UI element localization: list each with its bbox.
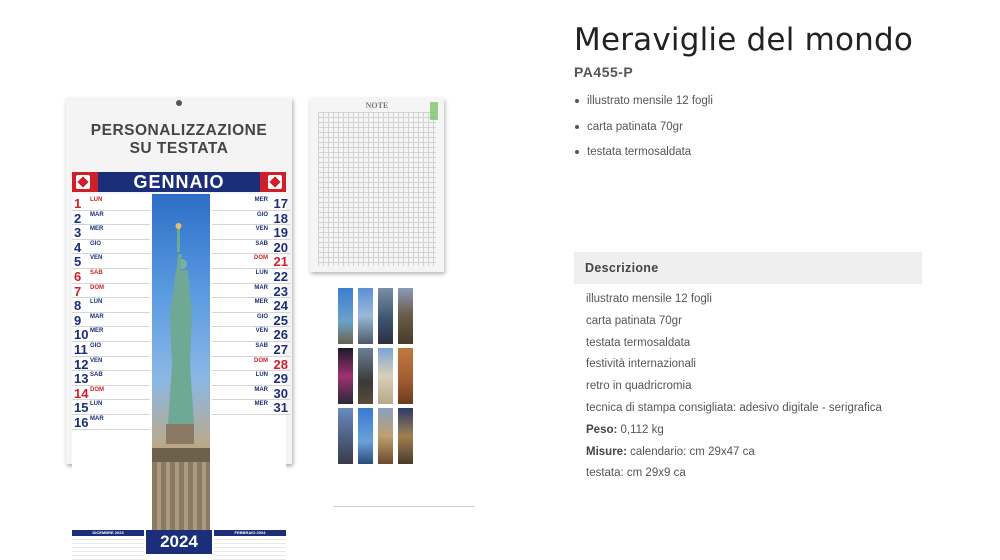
feature-list [574,93,713,170]
day-number: 30 [273,385,288,401]
day-number: 5 [74,254,82,270]
day-name: SAB [90,269,103,276]
thumb-eiffel[interactable] [338,408,353,464]
day-number: 24 [273,298,288,314]
description-line: illustrato mensile 12 fogli [586,293,712,305]
day-number: 28 [273,356,288,372]
spec-size [586,444,882,466]
day-number: 10 [74,327,89,343]
day-number: 15 [74,400,89,416]
spec-header-size-value: testata: cm 29x9 ca [586,467,686,480]
day-name: MAR [254,284,268,291]
day-number: 20 [273,239,288,255]
day-name: MER [254,197,268,203]
day-row [212,313,290,328]
note-sheet-image[interactable] [310,98,444,272]
thumb-liberty[interactable] [338,288,353,344]
description-line: retro in quadricromia [586,380,692,393]
mini-prev-title: DICEMBRE 2023 [72,530,144,536]
days-left-column [72,196,150,430]
feature-item: illustrato mensile 12 fogli [574,93,713,119]
day-number: 14 [74,385,89,401]
day-row [72,211,150,226]
mini-prev-grid [72,536,144,560]
thumb-night-tower[interactable] [338,348,353,404]
day-name: VEN [255,226,268,233]
day-number: 6 [74,268,82,284]
mini-calendar-prev [72,530,144,560]
product-code: PA455-P [574,64,634,80]
calendar-main-image[interactable] [66,98,292,551]
calendar-year: 2024 [146,530,212,554]
logo-right-icon [268,175,282,189]
day-row [72,327,150,342]
day-row [212,284,290,299]
day-number: 9 [74,312,82,328]
day-number: 23 [273,283,288,299]
day-row [72,386,150,401]
day-name: MAR [90,313,104,320]
day-row [72,415,150,430]
feature-item: carta patinata 70gr [574,119,713,145]
day-name: MER [90,328,104,335]
mini-next-grid [214,536,286,560]
day-name: LUN [255,269,268,276]
spec-weight-label: Peso: [586,423,618,436]
day-name: DOM [254,357,268,364]
thumb-pearl-tower[interactable] [378,288,393,344]
day-number: 31 [273,400,288,416]
day-row [72,284,150,299]
day-row [72,254,150,269]
day-row [212,342,290,357]
day-name: MAR [90,211,104,218]
day-row [212,240,290,255]
mini-calendar-next [214,530,286,560]
day-number: 22 [273,268,288,284]
note-tag [430,102,438,120]
day-number: 4 [74,239,82,255]
day-number: 26 [273,327,288,343]
calendar-footer [72,530,286,560]
day-row [72,298,150,313]
day-row [72,196,150,211]
day-row [72,269,150,284]
day-number: 2 [74,210,82,226]
day-name: VEN [90,357,103,364]
thumb-big-ben[interactable] [398,408,413,464]
description-content [586,291,882,487]
thumb-pisa[interactable] [378,348,393,404]
day-name: LUN [90,299,103,306]
thumb-burj-al-arab[interactable] [358,408,373,464]
day-number: 3 [74,225,82,241]
thumb-statue[interactable] [358,348,373,404]
day-row [72,400,150,415]
monthly-thumbnails[interactable] [338,288,416,464]
day-row [212,357,290,372]
header-line-1: PERSONALIZZAZIONE [90,122,268,139]
thumb-tower[interactable] [358,288,373,344]
description-line: festività internazionali [586,358,696,371]
feature-item: testata termosaldata [574,144,713,170]
day-name: SAB [255,240,268,247]
day-row [72,240,150,255]
day-name: LUN [90,401,103,408]
day-name: LUN [255,372,268,379]
day-name: GIO [90,342,102,349]
day-name: DOM [254,255,268,262]
day-row [212,269,290,284]
day-number: 25 [273,312,288,328]
logo-left-icon [76,175,90,189]
spec-size-label: Misure: [586,445,627,458]
product-title: Meraviglie del mondo [574,22,914,58]
day-name: DOM [90,284,104,291]
description-line: testata termosaldata [586,336,691,349]
note-grid [318,112,436,266]
divider [333,506,475,507]
day-row [212,386,290,401]
pedestal-building [152,448,210,530]
day-number: 29 [273,371,288,387]
day-number: 27 [273,341,288,357]
day-name: MER [254,299,268,306]
day-number: 19 [273,225,288,241]
day-row [72,313,150,328]
day-name: MAR [90,415,104,422]
day-row [212,371,290,386]
spec-size-value: calendario: cm 29x47 ca [626,445,755,458]
day-row [212,211,290,226]
calendar-body [72,194,286,530]
tab-description[interactable] [574,252,922,284]
day-name: SAB [255,342,268,349]
day-row [212,196,290,211]
spec-header-size [586,465,882,487]
day-number: 1 [74,196,82,211]
header-line-2: SU TESTATA [129,140,229,157]
day-name: LUN [90,197,103,203]
days-right-column [212,196,290,415]
day-row [72,225,150,240]
day-number: 12 [74,356,89,372]
day-row [212,298,290,313]
day-name: MER [90,226,104,233]
month-bar [72,172,286,192]
day-name: VEN [255,328,268,335]
day-row [212,400,290,415]
day-name: MER [254,401,268,408]
thumb-sagrada[interactable] [378,408,393,464]
day-number: 17 [273,196,288,211]
day-row [72,357,150,372]
mini-next-title: FEBBRAIO 2024 [214,530,286,536]
day-row [72,371,150,386]
description-line: carta patinata 70gr [586,314,682,327]
day-number: 13 [74,371,89,387]
day-row [212,254,290,269]
day-name: GIO [256,211,268,218]
description-line: tecnica di stampa consigliata: adesivo digitale - serigrafica [586,401,882,414]
day-name: GIO [90,240,102,247]
calendar-header-text [66,122,292,158]
spec-weight [586,422,882,444]
day-number: 21 [273,254,288,270]
tab-description-label: Descrizione [585,261,659,275]
day-row [212,225,290,240]
day-name: GIO [256,313,268,320]
month-name: GENNAIO [98,172,260,192]
day-row [72,342,150,357]
day-name: DOM [90,386,104,393]
statue-of-liberty-photo [152,194,210,530]
thumb-cathedral[interactable] [398,288,413,344]
day-number: 16 [74,414,89,430]
note-title: NOTE [365,101,389,110]
day-name: SAB [90,372,103,379]
day-name: VEN [90,255,103,262]
day-number: 11 [74,341,88,357]
day-number: 7 [74,283,82,299]
spec-weight-value: 0,112 kg [617,423,664,436]
day-name: MAR [254,386,268,393]
day-number: 18 [273,210,288,226]
day-row [212,327,290,342]
thumb-temple[interactable] [398,348,413,404]
day-number: 8 [74,298,82,314]
statue-icon [162,224,196,444]
